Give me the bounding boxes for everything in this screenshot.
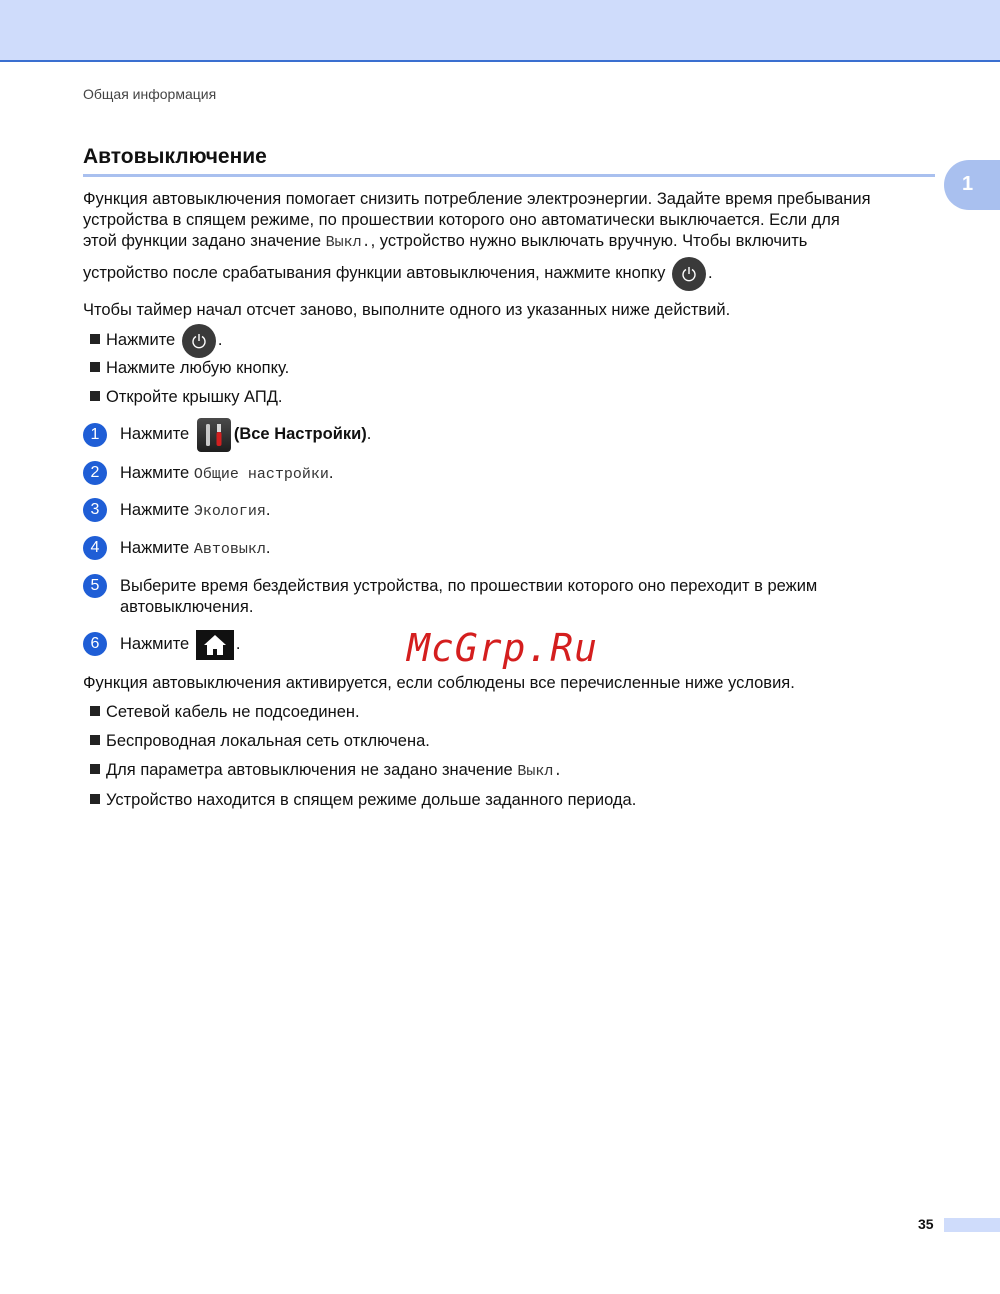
page-number-bar [944,1218,1000,1232]
step-4: 4 Нажмите Автовыкл. [83,538,683,562]
value-off: Выкл. [517,763,563,780]
page-number: 35 [918,1216,934,1232]
watermark: McGrp.Ru [407,626,599,670]
step-6: 6 Нажмите . [83,634,483,658]
condition-item-2: Беспроводная локальная сеть отключена. [90,731,430,752]
chapter-tab [944,160,1000,210]
reset-text: Чтобы таймер начал отсчет заново, выполните одного из указанных ниже действий. [83,301,731,319]
step-number: 5 [83,574,107,598]
step-1: 1 Нажмите (Все Настройки). [83,425,683,449]
power-icon [182,324,216,358]
step-number: 1 [83,423,107,447]
title-rule [83,174,935,177]
step-5: 5 Выберите время бездействия устройства, по прошествии которого оно переходит в режим автовыключения. [83,576,903,620]
power-icon [672,257,706,291]
reset-item-3: Откройте крышку АПД. [90,387,282,408]
step-number: 2 [83,461,107,485]
step-3: 3 Нажмите Экология. [83,500,683,524]
condition-item-3: Для параметра автовыключения не задано значение Выкл. [90,760,562,782]
intro-line-2: устройства в спящем режиме, по прошествии которого оно автоматически выключается. Если для [83,211,840,229]
top-band [0,0,1000,62]
settings-icon [197,418,231,452]
intro-line-3: этой функции задано значение Выкл., устройство нужно выключать вручную. Чтобы включить [83,232,808,251]
condition-item-4: Устройство находится в спящем режиме дольше заданного периода. [90,790,636,811]
home-icon [196,630,234,660]
intro-line-4: устройство после срабатывания функции автовыключения, нажмите кнопку . [83,256,713,291]
step-number: 4 [83,536,107,560]
condition-item-1: Сетевой кабель не подсоединен. [90,702,360,723]
step-number: 6 [83,632,107,656]
chapter-tab-number: 1 [962,173,974,195]
reset-item-1: Нажмите . [90,323,222,358]
step-number: 3 [83,498,107,522]
section-header: Общая информация [83,86,217,102]
menu-auto-off: Автовыкл [193,541,266,558]
page-title: Автовыключение [83,145,267,168]
menu-general-settings: Общие настройки [193,466,329,483]
intro-line-1: Функция автовыключения помогает снизить потребление электроэнергии. Задайте время пребывания [83,190,871,208]
step-2: 2 Нажмите Общие настройки. [83,463,683,487]
reset-item-2: Нажмите любую кнопку. [90,358,289,379]
value-off: Выкл. [325,234,371,251]
conditions-text: Функция автовыключения активируется, если соблюдены все перечисленные ниже условия. [83,674,795,692]
menu-ecology: Экология [193,503,266,520]
